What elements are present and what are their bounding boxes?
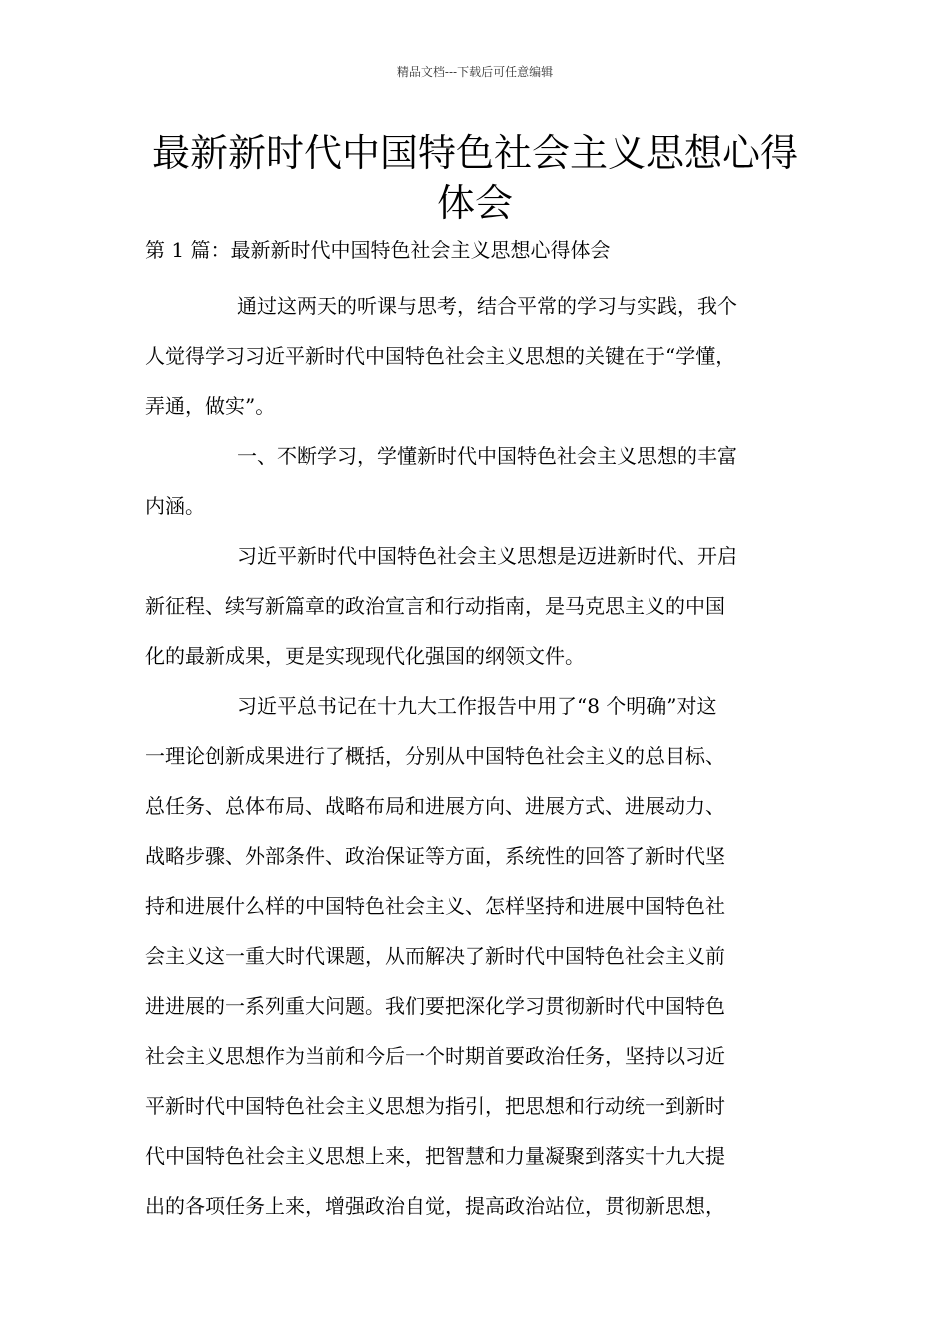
paragraph-line: 平新时代中国特色社会主义思想为指引，把思想和行动统一到新时 xyxy=(145,1094,725,1118)
section-subtitle: 第 1 篇：最新新时代中国特色社会主义思想心得体会 xyxy=(145,238,611,262)
document-title xyxy=(140,128,810,228)
paragraph-line: 进进展的一系列重大问题。我们要把深化学习贯彻新时代中国特色 xyxy=(145,994,725,1018)
paragraph xyxy=(145,531,845,681)
paragraph-line: 出的各项任务上来，增强政治自觉，提高政治站位，贯彻新思想， xyxy=(145,1194,725,1218)
paragraph-line: 总任务、总体布局、战略布局和进展方向、进展方式、进展动力、 xyxy=(145,794,725,818)
paragraph-line: 内涵。 xyxy=(145,494,205,518)
document-body xyxy=(145,281,845,1231)
paragraph-line: 持和进展什么样的中国特色社会主义、怎样坚持和进展中国特色社 xyxy=(145,894,725,918)
paragraph-line: 通过这两天的听课与思考，结合平常的学习与实践，我个 xyxy=(237,294,737,318)
paragraph xyxy=(145,431,845,531)
paragraph-line: 社会主义思想作为当前和今后一个时期首要政治任务，坚持以习近 xyxy=(145,1044,725,1068)
document-title-line: 最新新时代中国特色社会主义思想心得 xyxy=(151,131,798,175)
paragraph-line: 化的最新成果，更是实现现代化强国的纲领文件。 xyxy=(145,644,585,668)
paragraph-line: 弄通，做实”。 xyxy=(145,394,276,418)
paragraph-line: 会主义这一重大时代课题，从而解决了新时代中国特色社会主义前 xyxy=(145,944,725,968)
paragraph-line: 习近平总书记在十九大工作报告中用了“8 个明确”对这 xyxy=(237,694,717,718)
paragraph xyxy=(145,281,845,431)
document-title-line: 体会 xyxy=(436,181,513,225)
paragraph-line: 战略步骤、外部条件、政治保证等方面，系统性的回答了新时代坚 xyxy=(145,844,725,868)
paragraph-line: 一、不断学习，学懂新时代中国特色社会主义思想的丰富 xyxy=(237,444,737,468)
paragraph-line: 一理论创新成果进行了概括，分别从中国特色社会主义的总目标、 xyxy=(145,744,725,768)
paragraph-line: 人觉得学习习近平新时代中国特色社会主义思想的关键在于“学懂， xyxy=(145,344,736,368)
page-header: 精品文档---下载后可任意编辑 xyxy=(396,65,554,79)
paragraph-line: 习近平新时代中国特色社会主义思想是迈进新时代、开启 xyxy=(237,544,737,568)
paragraph-line: 新征程、续写新篇章的政治宣言和行动指南，是马克思主义的中国 xyxy=(145,594,725,618)
paragraph-line: 代中国特色社会主义思想上来，把智慧和力量凝聚到落实十九大提 xyxy=(145,1144,725,1168)
paragraph xyxy=(145,681,845,1231)
